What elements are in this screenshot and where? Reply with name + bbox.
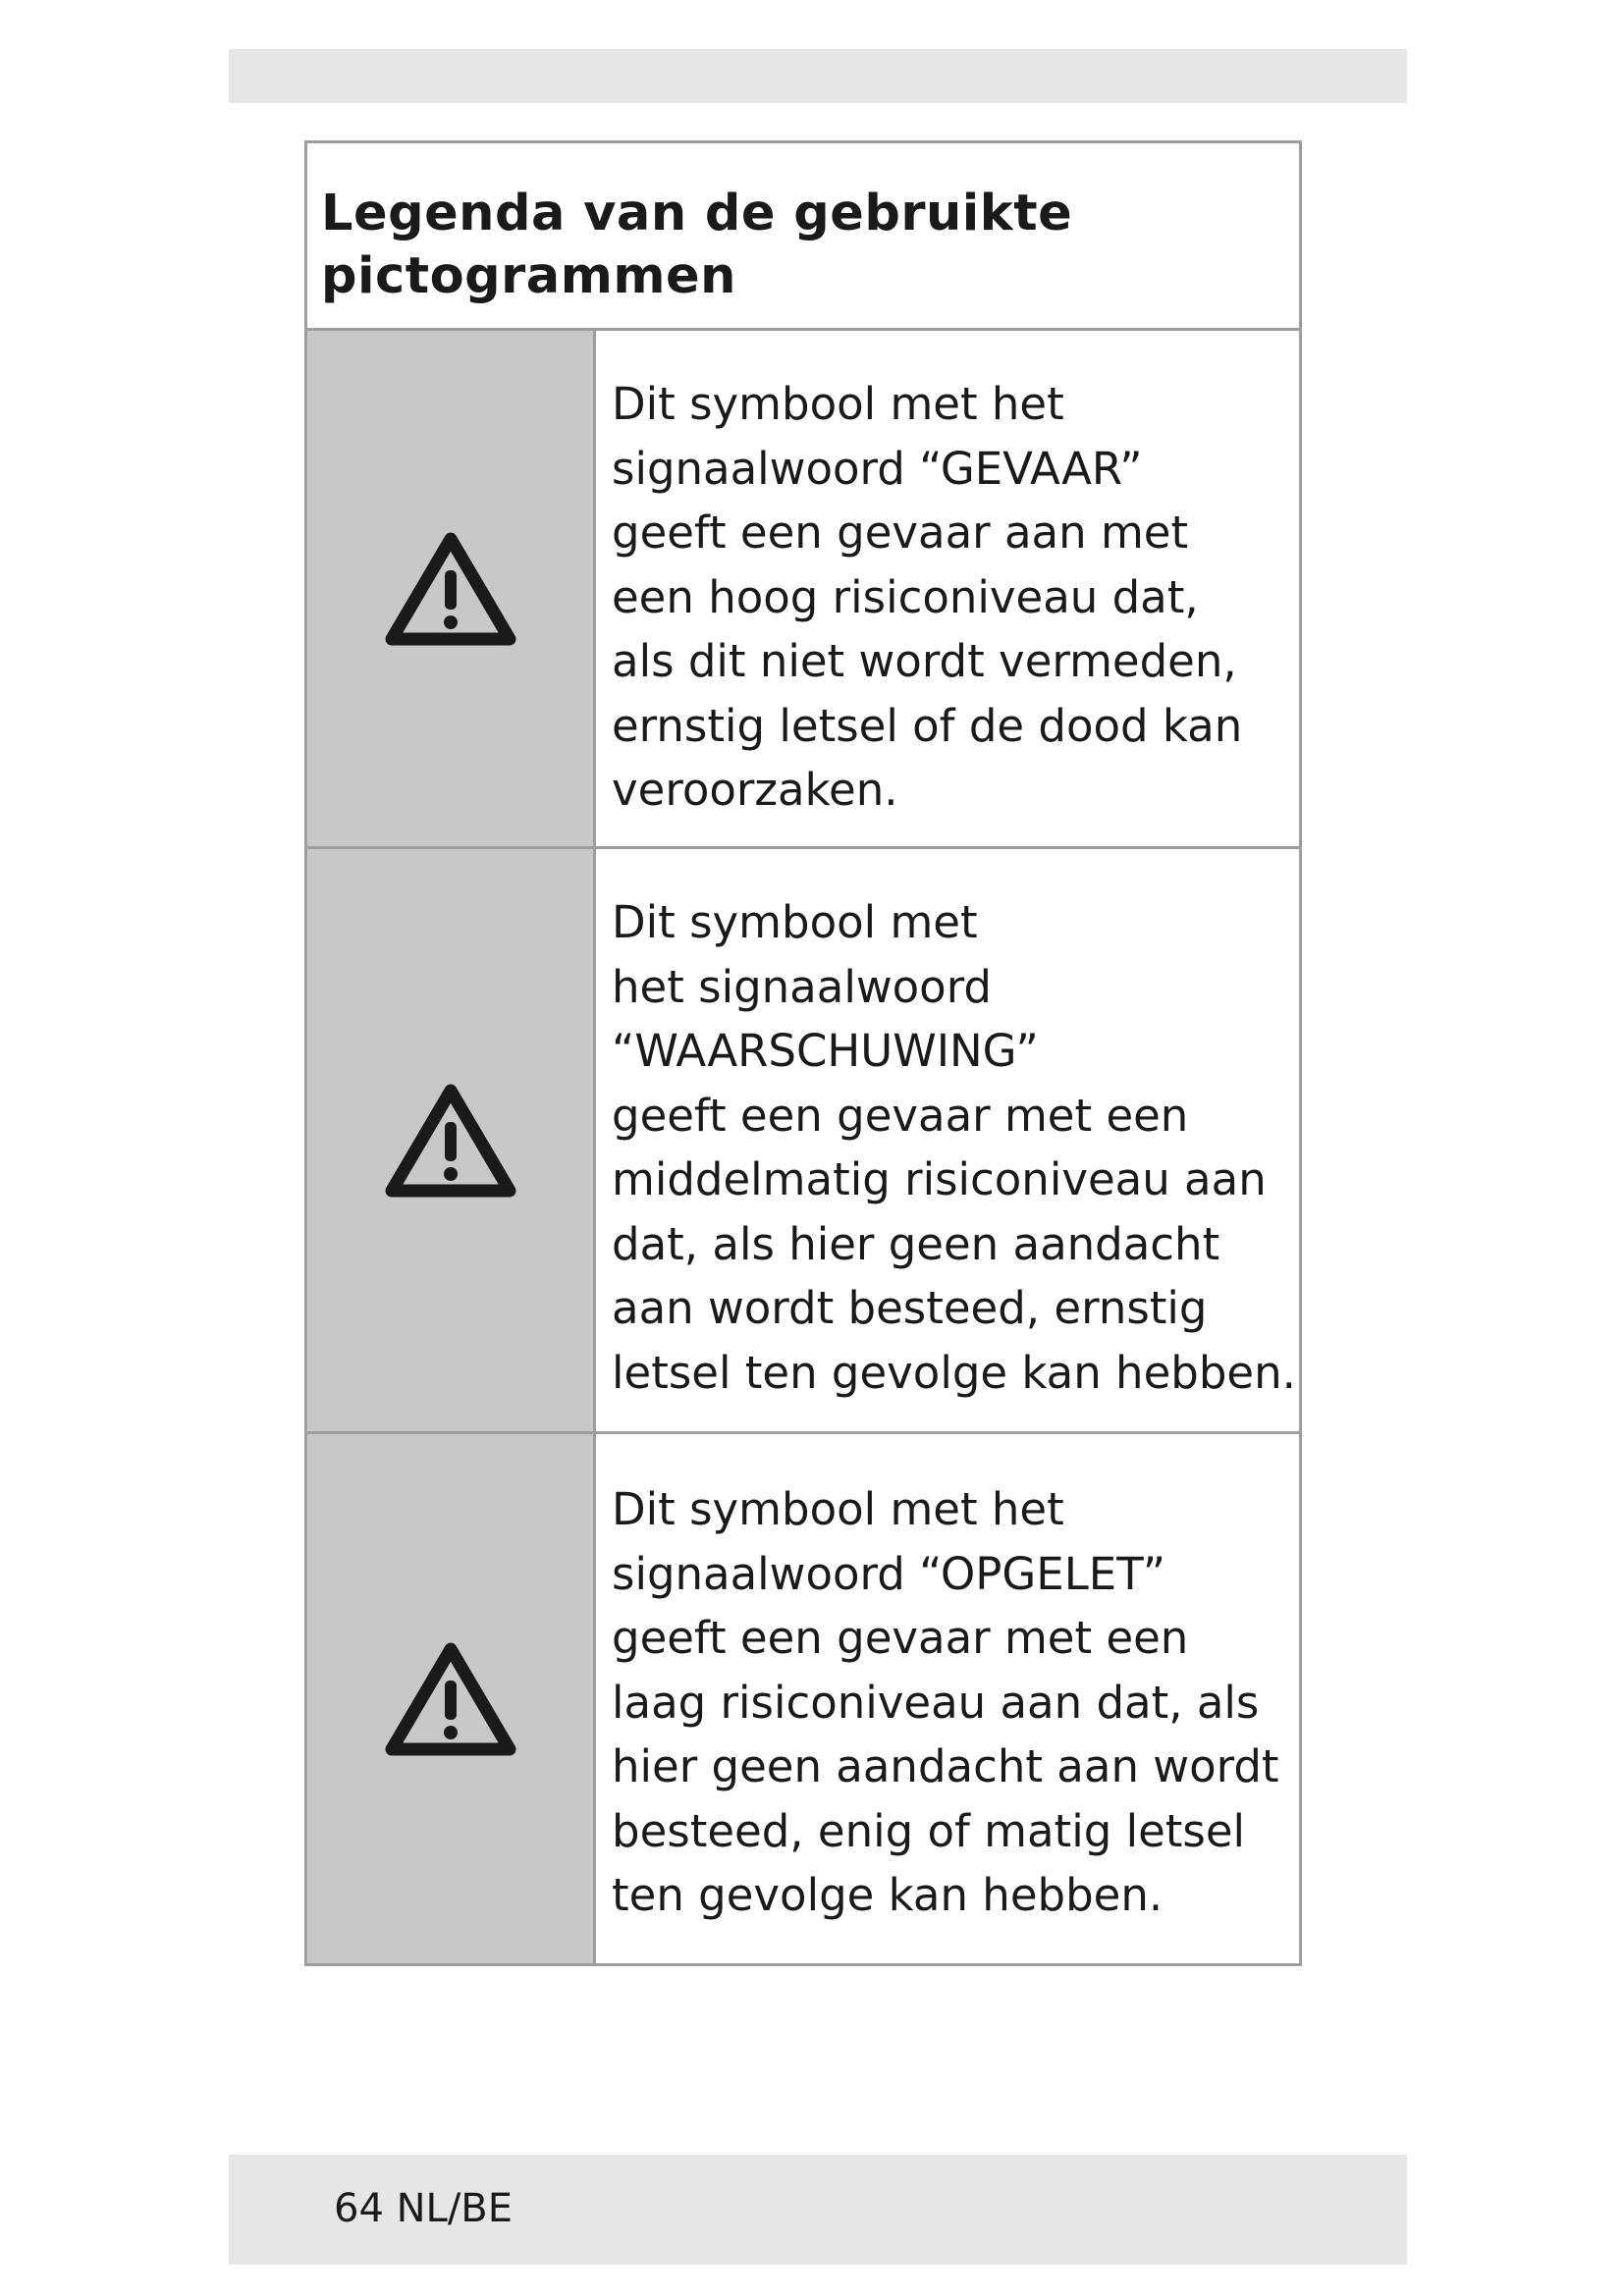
description-line: als dit niet wordt vermeden, — [612, 635, 1237, 687]
description-line: signaalwoord “GEVAAR” — [612, 442, 1143, 495]
description-line: middelmatig risiconiveau aan — [612, 1153, 1267, 1205]
description-line: veroorzaken. — [612, 764, 898, 816]
symbol-cell — [307, 331, 596, 846]
description-line: ernstig letsel of de dood kan — [612, 699, 1243, 752]
description-line: letsel ten gevolge kan hebben. — [612, 1346, 1296, 1399]
symbol-cell — [307, 849, 596, 1431]
symbol-cell — [307, 1434, 596, 1963]
description-line: geeft een gevaar met een — [612, 1089, 1189, 1142]
description-line: Dit symbool met — [612, 896, 978, 948]
warning-triangle-icon — [384, 1639, 517, 1759]
description-line: hier geen aandacht aan wordt — [612, 1740, 1279, 1792]
header-band — [229, 49, 1407, 103]
legend-title-line: pictogrammen — [321, 247, 736, 305]
description-line: het signaalwoord — [612, 960, 992, 1013]
legend-title-line: Legenda van de gebruikte — [321, 185, 1073, 242]
legend-row-waarschuwing — [307, 849, 1299, 1434]
description-cell — [596, 849, 1299, 1431]
legend-row-gevaar — [307, 331, 1299, 849]
description-line: geeft een gevaar aan met — [612, 507, 1189, 559]
description-line: ten gevolge kan hebben. — [612, 1869, 1164, 1921]
description-line: Dit symbool met het — [612, 1483, 1064, 1535]
description-line: aan wordt besteed, ernstig — [612, 1282, 1208, 1334]
description-cell — [596, 1434, 1299, 1963]
description-cell — [596, 331, 1299, 846]
description-line: signaalwoord “OPGELET” — [612, 1547, 1166, 1600]
page-number: 64 NL/BE — [334, 2186, 514, 2231]
legend-title — [321, 183, 1299, 308]
pictogram-legend-table — [304, 140, 1302, 1966]
legend-header — [307, 143, 1299, 331]
warning-triangle-icon — [384, 1081, 517, 1201]
description-line: “WAARSCHUWING” — [612, 1025, 1039, 1077]
description-line: een hoog risiconiveau dat, — [612, 570, 1199, 623]
description-line: Dit symbool met het — [612, 378, 1064, 430]
description-line: besteed, enig of matig letsel — [612, 1804, 1246, 1857]
description-line: laag risiconiveau aan dat, als — [612, 1676, 1260, 1729]
legend-row-opgelet — [307, 1434, 1299, 1963]
description-line: dat, als hier geen aandacht — [612, 1217, 1220, 1270]
description-line: geeft een gevaar met een — [612, 1612, 1189, 1664]
footer-band — [229, 2155, 1407, 2265]
warning-triangle-icon — [384, 529, 517, 649]
